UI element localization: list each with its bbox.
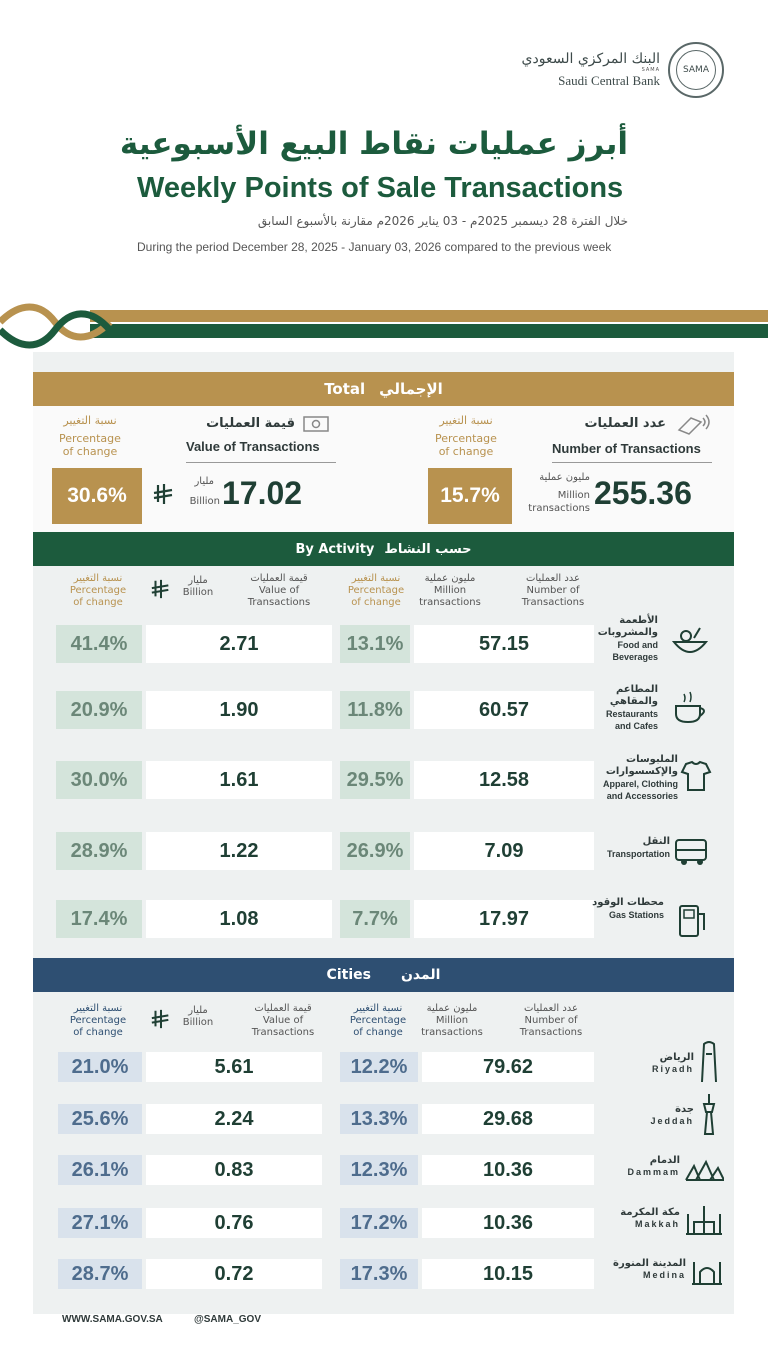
value-cell: 0.83 — [146, 1155, 322, 1185]
value-underline — [186, 462, 336, 463]
value-cell: 1.90 — [146, 691, 332, 729]
count-cell: 57.15 — [414, 625, 594, 663]
value-change-cell: 41.4% — [56, 625, 142, 663]
medina-icon — [690, 1256, 724, 1286]
value-change-cell: 21.0% — [58, 1052, 142, 1082]
number-unit-en1: Million — [557, 490, 590, 501]
value-cell: 5.61 — [146, 1052, 322, 1082]
act-col-billion: مليار Billion — [182, 575, 214, 598]
card-tap-icon — [675, 412, 715, 436]
value-unit-ar: مليار — [194, 476, 214, 487]
value-pct-label-en2: of change — [62, 445, 118, 458]
count-change-cell: 29.5% — [340, 761, 410, 799]
count-change-cell: 12.3% — [340, 1155, 418, 1185]
total-value-pct: 30.6% — [52, 468, 142, 524]
count-cell: 12.58 — [414, 761, 594, 799]
count-change-cell: 13.1% — [340, 625, 410, 663]
riyal-symbol-icon — [150, 577, 172, 601]
city-col-value: قيمة العمليات Value of Transactions — [251, 1003, 315, 1038]
value-change-cell: 27.1% — [58, 1208, 142, 1238]
cash-icon — [302, 414, 330, 434]
decorative-wave-band — [0, 292, 768, 352]
value-cell: 1.22 — [146, 832, 332, 870]
section-total-header: Total الإجمالي — [33, 372, 734, 406]
activity-label: الأطعمة والمشروبات Food and Beverages — [597, 615, 658, 662]
value-change-cell: 25.6% — [58, 1104, 142, 1134]
count-cell: 10.15 — [422, 1259, 594, 1289]
number-pct-label-en2: of change — [438, 445, 494, 458]
value-label-ar: قيمة العمليات — [206, 416, 295, 431]
total-number-amount: 255.36 — [594, 475, 692, 511]
page-title-en: Weekly Points of Sale Transactions — [137, 172, 624, 204]
period-en: During the period December 28, 2025 - January 03, 2026 compared to the previous week — [137, 240, 612, 254]
section-activity-header: By Activity حسب النشاط — [33, 532, 734, 566]
footer-handle[interactable]: @SAMA_GOV — [194, 1314, 261, 1325]
activity-label: المطاعم والمقاهي Restaurants and Cafes — [605, 684, 658, 731]
logo-abbrev: SAMA — [641, 67, 660, 73]
value-change-cell: 28.7% — [58, 1259, 142, 1289]
value-change-cell: 28.9% — [56, 832, 142, 870]
number-pct-label-ar: نسبة التغيير — [439, 414, 493, 427]
period-ar: خلال الفترة 28 ديسمبر 2025م - 03 يناير 2026م مقارنة بالأسبوع السابق — [257, 214, 628, 228]
number-label-ar: عدد العمليات — [584, 416, 666, 431]
riyadh-tower-icon — [698, 1040, 720, 1084]
city-col-count-pct: نسبة التغيير Percentage of change — [349, 1003, 407, 1038]
value-unit-en: Billion — [189, 496, 220, 507]
city-label: المدينة المنورة Medina — [613, 1258, 686, 1280]
value-cell: 2.71 — [146, 625, 332, 663]
activity-label: النقل Transportation — [606, 836, 670, 859]
city-col-million: مليون عملية Million transactions — [421, 1003, 483, 1038]
apparel-icon — [680, 758, 712, 798]
logo-arabic: البنك المركزي السعودي — [521, 51, 660, 67]
activity-label: الملبوسات والإكسسوارات Apparel, Clothing and Accessories — [603, 754, 678, 801]
count-cell: 17.97 — [414, 900, 594, 938]
count-cell: 29.68 — [422, 1104, 594, 1134]
total-value-amount: 17.02 — [222, 475, 303, 511]
act-col-count-pct: نسبة التغيير Percentage of change — [347, 573, 405, 608]
sama-logo — [522, 42, 724, 98]
count-change-cell: 7.7% — [340, 900, 410, 938]
number-unit-ar: مليون عملية — [539, 472, 590, 483]
jeddah-tower-icon — [698, 1092, 720, 1136]
value-cell: 0.72 — [146, 1259, 322, 1289]
count-change-cell: 12.2% — [340, 1052, 418, 1082]
value-change-cell: 26.1% — [58, 1155, 142, 1185]
total-number-pct: 15.7% — [428, 468, 512, 524]
count-change-cell: 11.8% — [340, 691, 410, 729]
count-cell: 7.09 — [414, 832, 594, 870]
seal-icon: SAMA — [668, 42, 724, 98]
number-unit-en2: transactions — [528, 503, 590, 514]
count-cell: 79.62 — [422, 1052, 594, 1082]
value-change-cell: 30.0% — [56, 761, 142, 799]
count-change-cell: 26.9% — [340, 832, 410, 870]
act-col-count: عدد العمليات Number of Transactions — [521, 573, 585, 608]
cafe-icon — [668, 688, 712, 728]
value-change-cell: 17.4% — [56, 900, 142, 938]
value-cell: 2.24 — [146, 1104, 322, 1134]
value-change-cell: 20.9% — [56, 691, 142, 729]
footer-website[interactable]: WWW.SAMA.GOV.SA — [62, 1314, 163, 1325]
value-cell: 1.61 — [146, 761, 332, 799]
count-change-cell: 13.3% — [340, 1104, 418, 1134]
city-label: مكة المكرمة Makkah — [620, 1207, 680, 1229]
fuel-icon — [672, 900, 712, 940]
activity-label: محطات الوقود Gas Stations — [592, 897, 664, 920]
number-label-en: Number of Transactions — [552, 441, 701, 456]
food-icon — [668, 622, 712, 662]
number-underline — [552, 462, 712, 463]
count-cell: 10.36 — [422, 1208, 594, 1238]
value-pct-label-en1: Percentage — [59, 432, 121, 445]
dammam-icon — [684, 1156, 724, 1182]
value-pct-label-ar: نسبة التغيير — [63, 414, 117, 427]
makkah-icon — [684, 1204, 724, 1236]
value-label-en: Value of Transactions — [186, 439, 320, 454]
value-cell: 1.08 — [146, 900, 332, 938]
count-cell: 60.57 — [414, 691, 594, 729]
city-col-billion: مليار Billion — [182, 1005, 214, 1028]
city-label: الرياض Riyadh — [651, 1052, 694, 1074]
riyal-symbol-icon — [150, 1007, 172, 1031]
logo-english: Saudi Central Bank — [558, 73, 660, 88]
count-cell: 10.36 — [422, 1155, 594, 1185]
count-change-cell: 17.2% — [340, 1208, 418, 1238]
number-pct-label-en1: Percentage — [435, 432, 497, 445]
act-col-value-pct: نسبة التغيير Percentage of change — [69, 573, 127, 608]
riyal-symbol-icon — [152, 482, 176, 506]
page-title-ar: أبرز عمليات نقاط البيع الأسبوعية — [119, 126, 628, 162]
city-col-count: عدد العمليات Number of Transactions — [519, 1003, 583, 1038]
value-cell: 0.76 — [146, 1208, 322, 1238]
city-label: جدة Jeddah — [650, 1104, 694, 1126]
act-col-million: مليون عملية Million transactions — [419, 573, 481, 608]
act-col-value: قيمة العمليات Value of Transactions — [247, 573, 311, 608]
city-col-value-pct: نسبة التغيير Percentage of change — [69, 1003, 127, 1038]
city-label: الدمام Dammam — [627, 1155, 680, 1177]
bus-icon — [672, 834, 714, 868]
section-cities-header: Cities المدن — [33, 958, 734, 992]
count-change-cell: 17.3% — [340, 1259, 418, 1289]
